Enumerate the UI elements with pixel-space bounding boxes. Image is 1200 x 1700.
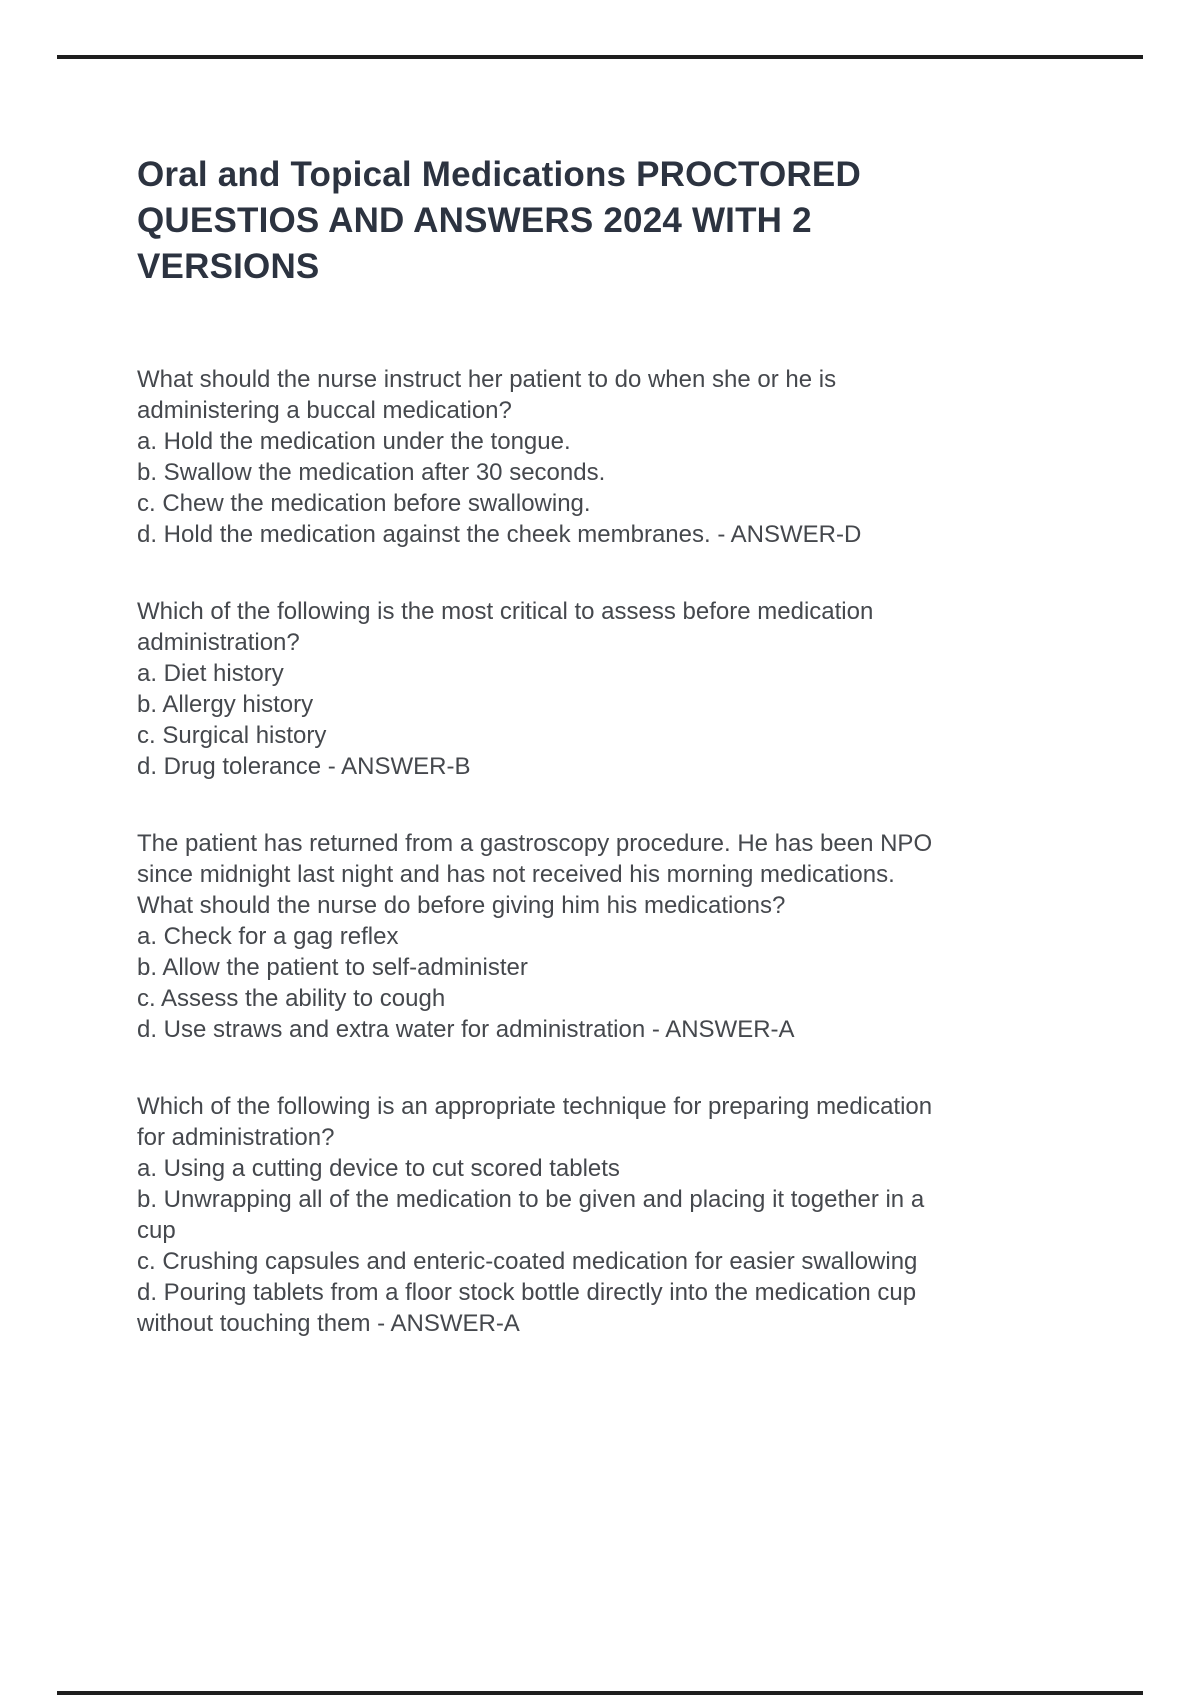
text-line: d. Drug tolerance - ANSWER-B [137,753,471,780]
title-line: Oral and Topical Medications PROCTORED [137,155,861,194]
bottom-horizontal-rule [57,1691,1143,1695]
text-line: Which of the following is an appropriate technique for preparing medication [137,1093,933,1120]
text-line: administration? [137,629,300,656]
text-line: b. Unwrapping all of the medication to be given and placing it together in a [137,1186,925,1213]
text-line: c. Chew the medication before swallowing. [137,490,591,517]
question-block [137,828,1057,1045]
question-block [137,364,1057,550]
text-line: c. Surgical history [137,722,327,749]
text-line: a. Using a cutting device to cut scored tablets [137,1155,620,1182]
text-line: The patient has returned from a gastroscopy procedure. He has been NPO [137,830,933,857]
text-line: b. Allow the patient to self-administer [137,954,528,981]
question-block [137,1091,1057,1339]
text-line: d. Pouring tablets from a floor stock bottle directly into the medication cup [137,1279,917,1306]
text-line: a. Hold the medication under the tongue. [137,428,571,455]
text-line: d. Use straws and extra water for administration - ANSWER-A [137,1016,795,1043]
text-line: What should the nurse do before giving him his medications? [137,892,786,919]
title-line: QUESTIOS AND ANSWERS 2024 WITH 2 [137,201,812,240]
question-block [137,596,1057,782]
text-line: a. Check for a gag reflex [137,923,399,950]
text-line: Which of the following is the most critical to assess before medication [137,598,874,625]
text-line: administering a buccal medication? [137,397,512,424]
top-horizontal-rule [57,55,1143,59]
text-line: since midnight last night and has not received his morning medications. [137,861,895,888]
text-line: d. Hold the medication against the cheek membranes. - ANSWER-D [137,521,862,548]
text-line: for administration? [137,1124,335,1151]
text-line: c. Crushing capsules and enteric-coated medication for easier swallowing [137,1248,918,1275]
text-line: without touching them - ANSWER-A [137,1310,520,1337]
text-line: b. Allergy history [137,691,314,718]
text-line: a. Diet history [137,660,284,687]
text-line: b. Swallow the medication after 30 seconds. [137,459,606,486]
questions-content [137,364,1057,1385]
text-line: cup [137,1217,176,1244]
text-line: What should the nurse instruct her patient to do when she or he is [137,366,837,393]
document-title [137,152,1037,290]
text-line: c. Assess the ability to cough [137,985,446,1012]
title-line: VERSIONS [137,247,320,286]
